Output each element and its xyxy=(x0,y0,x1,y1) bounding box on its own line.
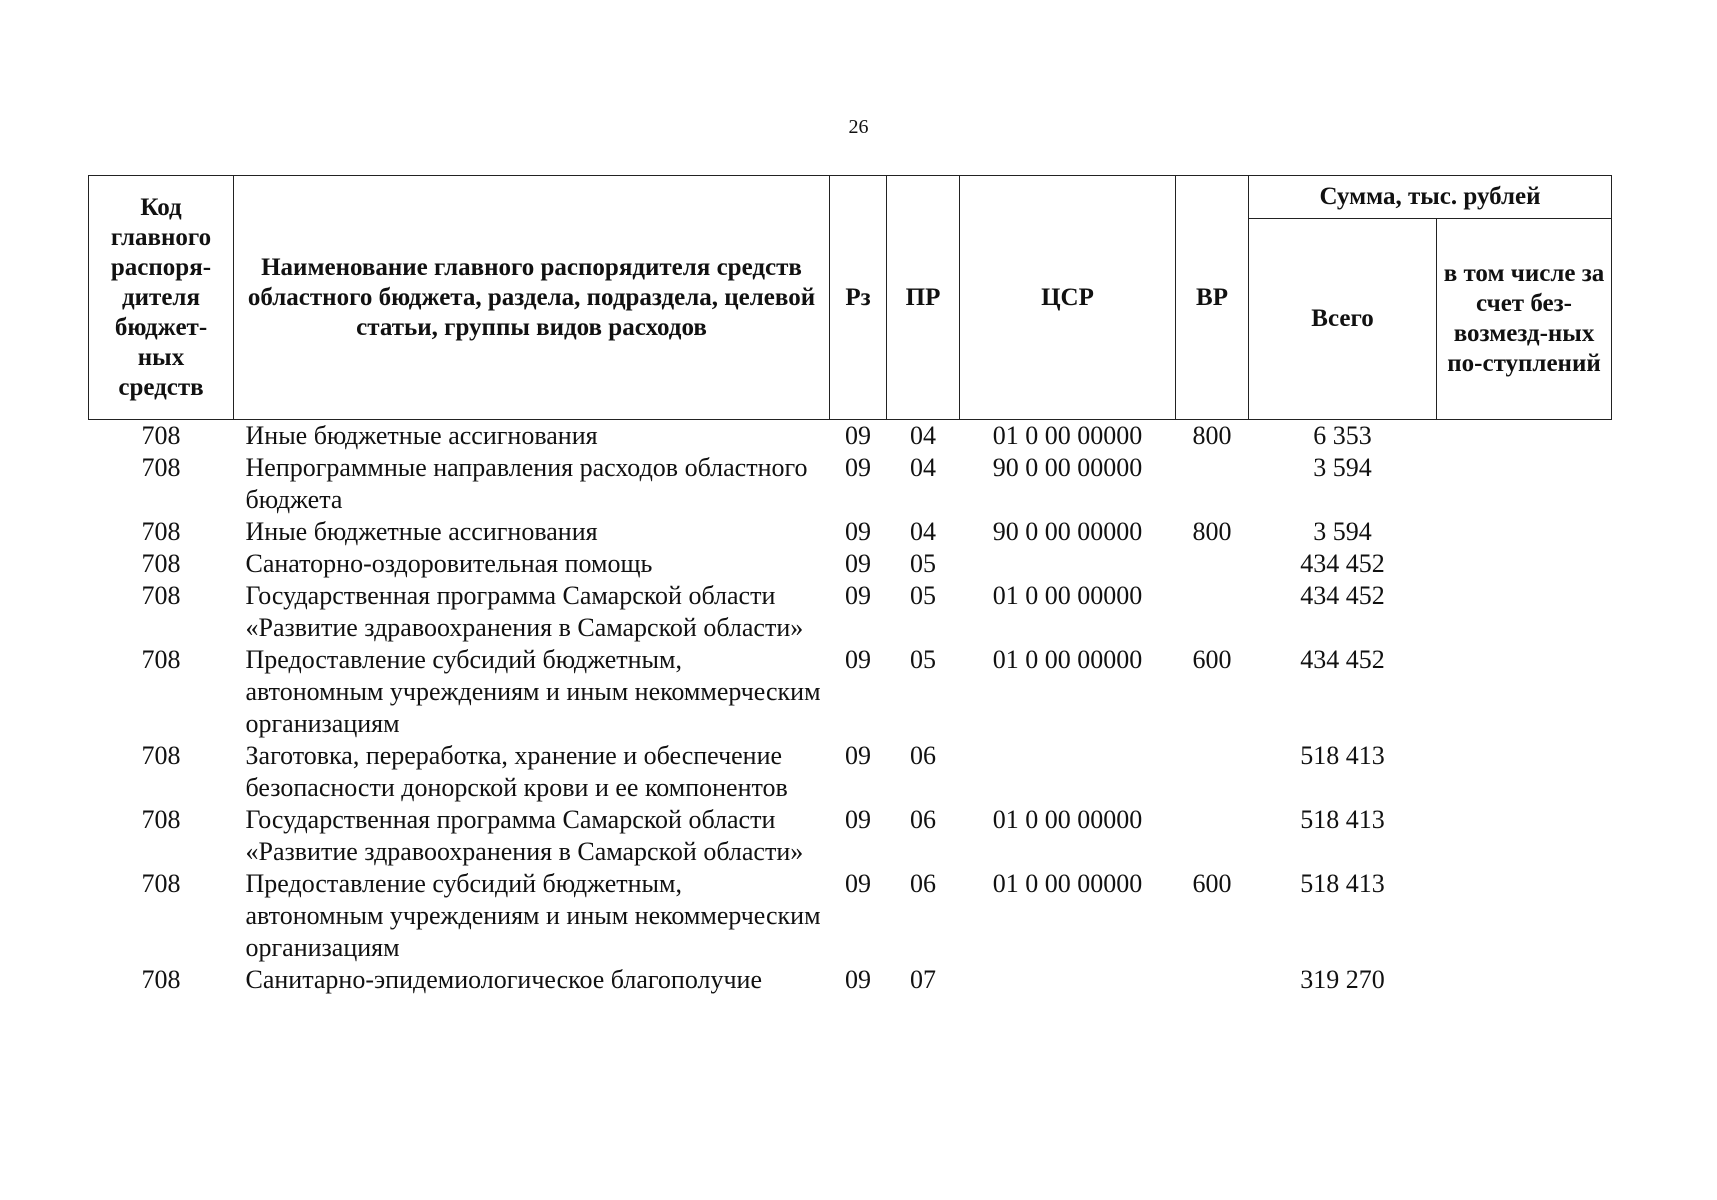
cell-total: 3 594 xyxy=(1313,517,1372,546)
cell-csr: 01 0 00 00000 xyxy=(992,805,1143,834)
cell-code: 708 xyxy=(141,581,181,610)
cell-csr: 90 0 00 00000 xyxy=(992,453,1143,482)
cell-pr: 04 xyxy=(910,421,936,450)
cell-name: Государственная программа Самарской области «Развитие здравоохранения в Самарской области» xyxy=(245,805,804,866)
cell-pr: 05 xyxy=(910,645,936,674)
cell-code: 708 xyxy=(141,805,181,834)
cell-name: Санитарно-эпидемиологическое благополучие xyxy=(245,965,762,994)
page-number: 26 xyxy=(848,116,869,138)
table-row xyxy=(89,580,1612,644)
header-vr: ВР xyxy=(1176,176,1249,420)
cell-free xyxy=(1437,644,1612,740)
cell-vr xyxy=(1176,548,1249,580)
cell-rz: 09 xyxy=(845,965,871,994)
cell-free xyxy=(1437,548,1612,580)
cell-vr: 800 xyxy=(1192,421,1232,450)
cell-code: 708 xyxy=(141,453,181,482)
cell-rz: 09 xyxy=(845,517,871,546)
cell-name: Предоставление субсидий бюджетным, автономным учреждениям и иным некоммерческим организациям xyxy=(245,869,821,962)
cell-vr xyxy=(1176,580,1249,644)
table-row xyxy=(89,804,1612,868)
table-row xyxy=(89,420,1612,453)
cell-pr: 04 xyxy=(910,517,936,546)
cell-pr: 05 xyxy=(910,581,936,610)
cell-rz: 09 xyxy=(845,645,871,674)
cell-total: 319 270 xyxy=(1300,965,1385,994)
table-row xyxy=(89,868,1612,964)
cell-vr: 600 xyxy=(1192,645,1232,674)
cell-total: 518 413 xyxy=(1300,741,1385,770)
cell-name: Санаторно-оздоровительная помощь xyxy=(245,549,653,578)
cell-free xyxy=(1437,452,1612,516)
header-total: Всего xyxy=(1249,219,1437,420)
table-row xyxy=(89,452,1612,516)
cell-vr: 600 xyxy=(1192,869,1232,898)
cell-csr xyxy=(960,548,1176,580)
cell-free xyxy=(1437,580,1612,644)
cell-csr: 01 0 00 00000 xyxy=(992,421,1143,450)
cell-pr: 05 xyxy=(910,549,936,578)
header-code: Код главного распоря-дителя бюджет-ных средств xyxy=(89,176,234,420)
cell-rz: 09 xyxy=(845,549,871,578)
header-sum: Сумма, тыс. рублей xyxy=(1249,176,1612,219)
budget-table xyxy=(88,175,1612,996)
cell-total: 3 594 xyxy=(1313,453,1372,482)
cell-code: 708 xyxy=(141,421,181,450)
cell-rz: 09 xyxy=(845,581,871,610)
cell-code: 708 xyxy=(141,741,181,770)
cell-total: 434 452 xyxy=(1300,645,1385,674)
header-free: в том числе за счет без-возмезд-ных по-ступлений xyxy=(1437,219,1612,420)
cell-pr: 06 xyxy=(910,869,936,898)
cell-csr: 01 0 00 00000 xyxy=(992,581,1143,610)
header-name: Наименование главного распорядителя средств областного бюджета, раздела, подраздела, целевой статьи, группы видов расходов xyxy=(234,176,830,420)
cell-free xyxy=(1437,804,1612,868)
cell-pr: 04 xyxy=(910,453,936,482)
cell-free xyxy=(1437,420,1612,453)
table-body xyxy=(89,420,1612,997)
cell-rz: 09 xyxy=(845,421,871,450)
cell-csr: 01 0 00 00000 xyxy=(992,645,1143,674)
cell-rz: 09 xyxy=(845,869,871,898)
cell-code: 708 xyxy=(141,517,181,546)
cell-vr xyxy=(1176,964,1249,996)
cell-name: Заготовка, переработка, хранение и обеспечение безопасности донорской крови и ее компонентов xyxy=(245,741,788,802)
cell-code: 708 xyxy=(141,869,181,898)
cell-vr xyxy=(1176,452,1249,516)
cell-csr xyxy=(960,740,1176,804)
cell-total: 434 452 xyxy=(1300,549,1385,578)
cell-name: Иные бюджетные ассигнования xyxy=(245,517,598,546)
cell-vr: 800 xyxy=(1192,517,1232,546)
cell-total: 6 353 xyxy=(1313,421,1372,450)
cell-csr: 01 0 00 00000 xyxy=(992,869,1143,898)
cell-name: Непрограммные направления расходов областного бюджета xyxy=(245,453,808,514)
header-pr: ПР xyxy=(887,176,960,420)
table-row xyxy=(89,740,1612,804)
cell-vr xyxy=(1176,740,1249,804)
cell-free xyxy=(1437,964,1612,996)
table-row xyxy=(89,964,1612,996)
cell-code: 708 xyxy=(141,549,181,578)
cell-name: Предоставление субсидий бюджетным, автономным учреждениям и иным некоммерческим организациям xyxy=(245,645,821,738)
cell-name: Иные бюджетные ассигнования xyxy=(245,421,598,450)
cell-name: Государственная программа Самарской области «Развитие здравоохранения в Самарской области» xyxy=(245,581,804,642)
cell-rz: 09 xyxy=(845,805,871,834)
cell-free xyxy=(1437,740,1612,804)
cell-code: 708 xyxy=(141,645,181,674)
cell-free xyxy=(1437,516,1612,548)
cell-csr: 90 0 00 00000 xyxy=(992,517,1143,546)
cell-code: 708 xyxy=(141,965,181,994)
cell-pr: 07 xyxy=(910,965,936,994)
table-row xyxy=(89,516,1612,548)
table-row xyxy=(89,644,1612,740)
cell-rz: 09 xyxy=(845,741,871,770)
cell-csr xyxy=(960,964,1176,996)
cell-rz: 09 xyxy=(845,453,871,482)
cell-pr: 06 xyxy=(910,741,936,770)
cell-total: 434 452 xyxy=(1300,581,1385,610)
table-row xyxy=(89,548,1612,580)
header-rz: Рз xyxy=(830,176,887,420)
cell-vr xyxy=(1176,804,1249,868)
cell-free xyxy=(1437,868,1612,964)
cell-total: 518 413 xyxy=(1300,869,1385,898)
cell-total: 518 413 xyxy=(1300,805,1385,834)
cell-pr: 06 xyxy=(910,805,936,834)
header-csr: ЦСР xyxy=(960,176,1176,420)
table-header xyxy=(89,176,1612,420)
